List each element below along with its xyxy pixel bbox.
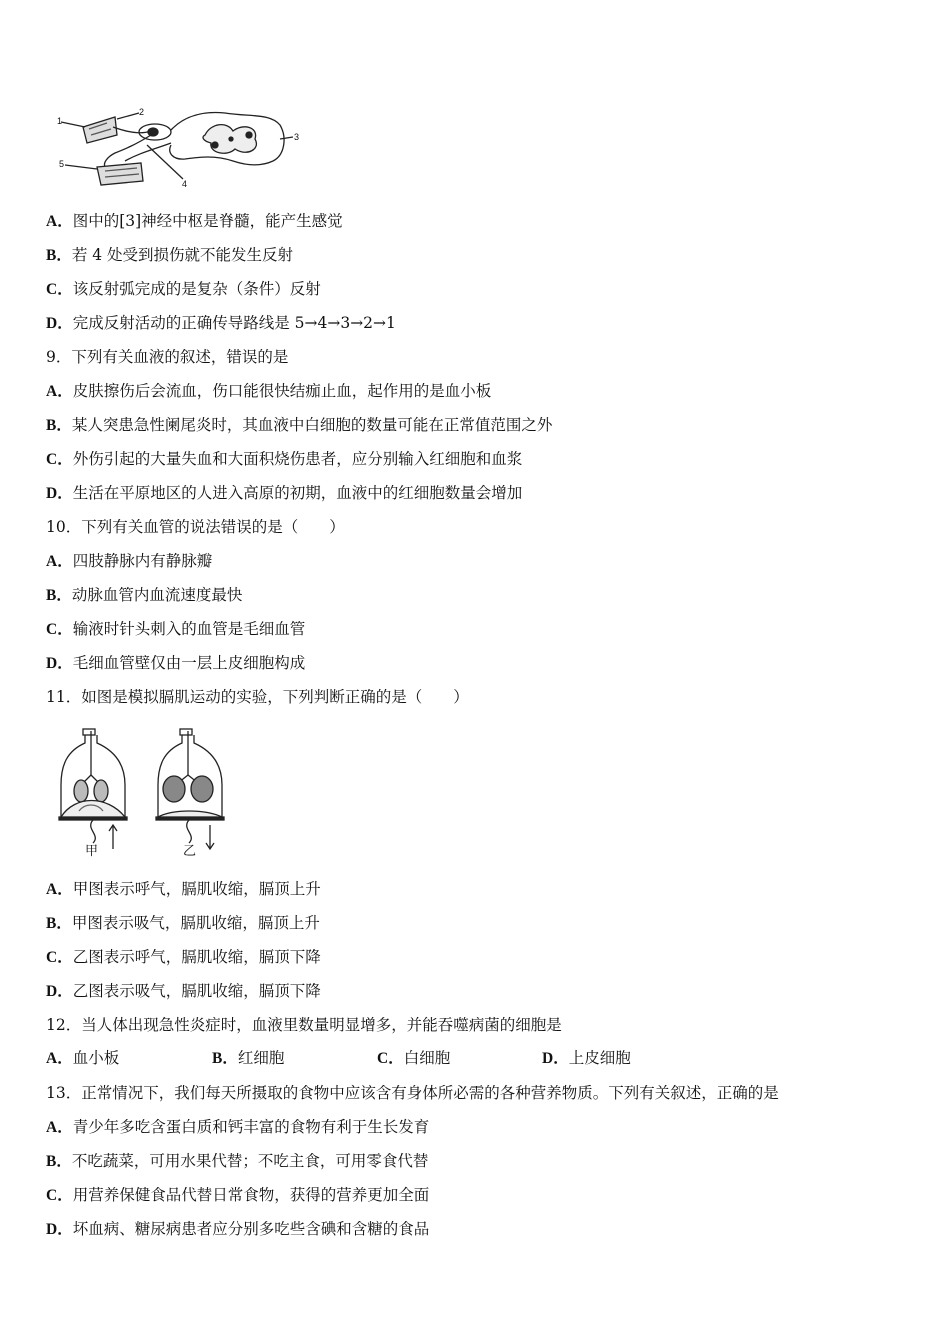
q10-stem: 10．下列有关血管的说法错误的是（ ） [46,518,345,536]
q9-option-b: B．某人突患急性阑尾炎时，其血液中白细胞的数量可能在正常值范围之外 [46,416,553,434]
q13-stem: 13．正常情况下，我们每天所摄取的食物中应该含有身体所必需的各种营养物质。下列有关叙述，正确的是 [46,1084,779,1102]
q10-option-b: B．动脉血管内血流速度最快 [46,586,243,604]
q9-option-a: A．皮肤擦伤后会流血，伤口能很快结痂止血，起作用的是血小板 [46,382,492,400]
figure-label-jia: 甲 [85,844,99,859]
q9-stem: 9．下列有关血液的叙述，错误的是 [46,348,289,366]
q8-option-c: C．该反射弧完成的是复杂（条件）反射 [46,280,321,298]
q8-option-a: A．图中的[3]神经中枢是脊髓，能产生感觉 [46,212,343,230]
reflex-arc-figure [55,105,305,190]
q12-stem: 12．当人体出现急性炎症时，血液里数量明显增多，并能吞噬病菌的细胞是 [46,1016,562,1034]
q10-option-a: A．四肢静脉内有静脉瓣 [46,552,213,570]
q12-option-a: A．血小板 [46,1049,120,1067]
figure-label-3: 3 [294,132,300,142]
diaphragm-model-figure [55,725,235,860]
figure-label-yi: 乙 [183,844,197,859]
q8-option-b: B．若 4 处受到损伤就不能发生反射 [46,246,294,264]
q10-option-d: D．毛细血管壁仅由一层上皮细胞构成 [46,654,306,672]
q13-option-b: B．不吃蔬菜，可用水果代替；不吃主食，可用零食代替 [46,1152,429,1170]
figure-label-4: 4 [182,179,188,189]
q13-option-c: C．用营养保健食品代替日常食物，获得的营养更加全面 [46,1186,430,1204]
q11-option-a: A．甲图表示呼气，膈肌收缩，膈顶上升 [46,880,321,898]
q12-option-c: C．白细胞 [377,1049,451,1067]
q12-option-b: B．红细胞 [212,1049,285,1067]
q9-option-c: C．外伤引起的大量失血和大面积烧伤患者，应分别输入红细胞和血浆 [46,450,523,468]
q11-option-b: B．甲图表示吸气，膈肌收缩，膈顶上升 [46,914,320,932]
q11-stem: 11．如图是模拟膈肌运动的实验，下列判断正确的是（ ） [46,688,469,706]
figure-label-1: 1 [57,116,63,126]
q13-option-a: A．青少年多吃含蛋白质和钙丰富的食物有利于生长发育 [46,1118,430,1136]
q10-option-c: C．输液时针头刺入的血管是毛细血管 [46,620,306,638]
q9-option-d: D．生活在平原地区的人进入高原的初期，血液中的红细胞数量会增加 [46,484,523,502]
q13-option-d: D．坏血病、糖尿病患者应分别多吃些含碘和含糖的食品 [46,1220,430,1238]
q8-option-d: D．完成反射活动的正确传导路线是 5→4→3→2→1 [46,314,396,332]
figure-label-5: 5 [59,159,65,169]
figure-label-2: 2 [139,107,145,117]
q11-option-d: D．乙图表示吸气，膈肌收缩，膈顶下降 [46,982,321,1000]
q12-option-d: D．上皮细胞 [542,1049,631,1067]
q11-option-c: C．乙图表示呼气，膈肌收缩，膈顶下降 [46,948,321,966]
